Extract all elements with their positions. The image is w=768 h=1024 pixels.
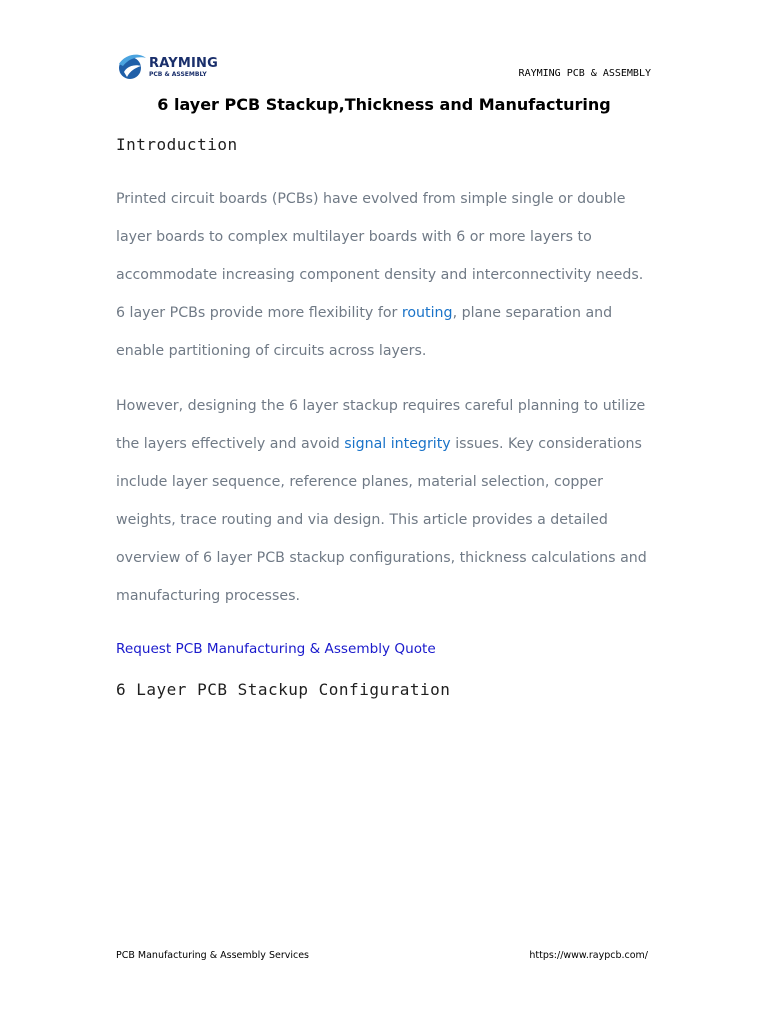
paragraph-line: However, designing the 6 layer stackup requires careful planning to utilize	[116, 398, 646, 414]
paragraph-text: issues. Key considerations	[450, 436, 642, 452]
section-heading-introduction: Introduction	[116, 135, 238, 154]
paragraph-line: Printed circuit boards (PCBs) have evolved from simple single or double	[116, 191, 626, 207]
rayming-logo	[115, 50, 235, 84]
request-quote-link[interactable]: Request PCB Manufacturing & Assembly Quote	[116, 641, 436, 657]
paragraph-line: layer boards to complex multilayer boards with 6 or more layers to	[116, 229, 592, 245]
paragraph-line	[116, 294, 661, 332]
paragraph-text: , plane separation and	[452, 305, 613, 321]
paragraph-line	[116, 425, 661, 463]
rayming-logo-icon	[115, 52, 147, 82]
header-company-name: RAYMING PCB & ASSEMBLY	[518, 68, 651, 79]
paragraph-line: weights, trace routing and via design. This article provides a detailed	[116, 512, 608, 528]
footer-services-text: PCB Manufacturing & Assembly Services	[116, 950, 310, 961]
paragraph-intro-1	[116, 180, 661, 370]
paragraph-line: enable partitioning of circuits across layers.	[116, 343, 427, 359]
footer-website-url: https://www.raypcb.com/	[529, 950, 648, 961]
paragraph-line: overview of 6 layer PCB stackup configurations, thickness calculations and	[116, 550, 647, 566]
signal-integrity-link[interactable]: signal integrity	[344, 436, 451, 452]
section-heading-stackup-configuration: 6 Layer PCB Stackup Configuration	[116, 680, 451, 699]
logo-subtitle: PCB & ASSEMBLY	[149, 70, 207, 78]
paragraph-text: the layers effectively and avoid	[116, 436, 345, 452]
logo-name: RAYMING	[149, 55, 218, 71]
paragraph-intro-2	[116, 387, 661, 615]
paragraph-line: manufacturing processes.	[116, 588, 300, 604]
routing-link[interactable]: routing	[401, 305, 453, 321]
paragraph-text: 6 layer PCBs provide more flexibility for	[116, 305, 402, 321]
paragraph-line: include layer sequence, reference planes, material selection, copper	[116, 474, 603, 490]
paragraph-line: accommodate increasing component density and interconnectivity needs.	[116, 267, 644, 283]
document-title: 6 layer PCB Stackup,Thickness and Manufacturing	[157, 95, 611, 114]
